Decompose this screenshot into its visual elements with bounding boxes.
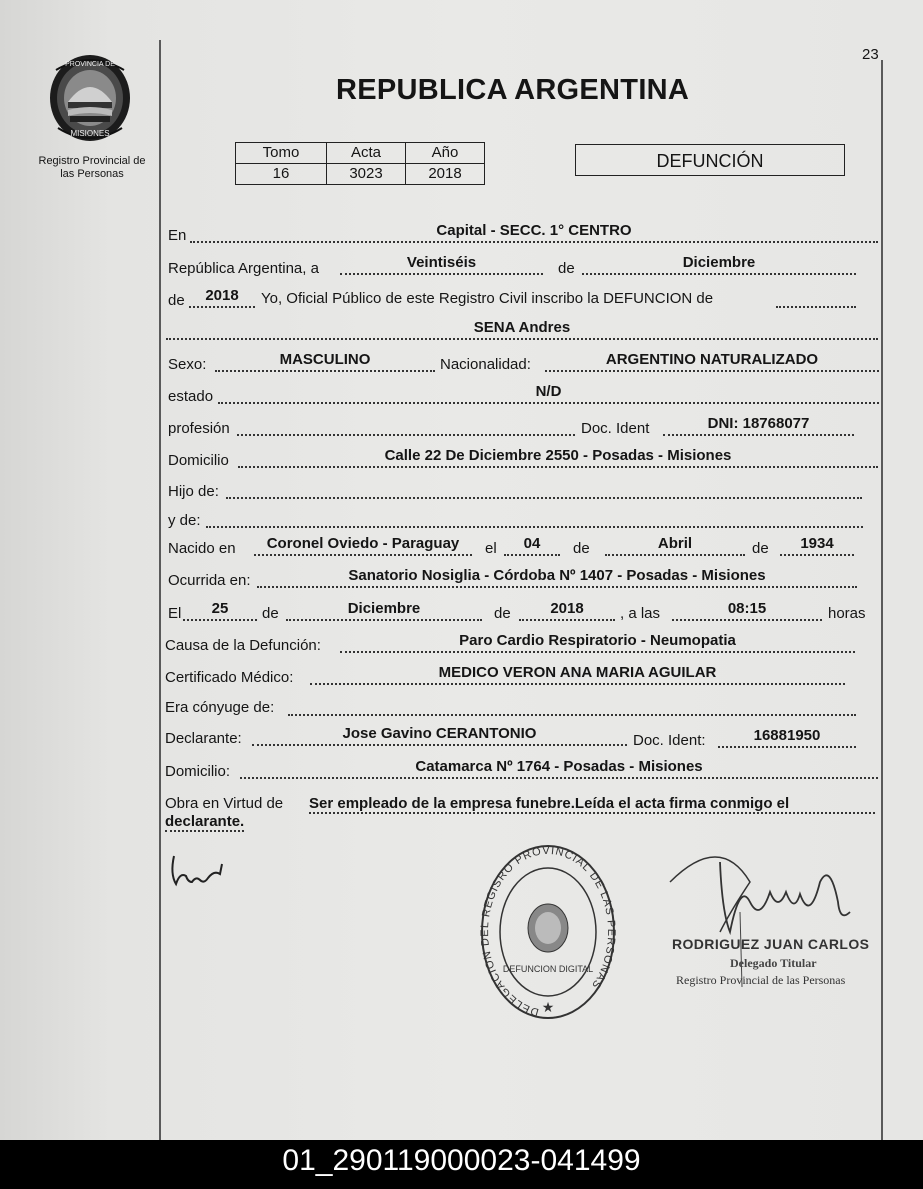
domicilio-field: Calle 22 De Diciembre 2550 - Posadas - Misiones xyxy=(238,447,878,468)
initials-mark xyxy=(168,852,238,892)
en-label: En xyxy=(168,227,187,244)
document-id: 01_290119000023-041499 xyxy=(282,1144,641,1177)
registry-label xyxy=(22,155,162,181)
document-title: REPUBLICA ARGENTINA xyxy=(336,74,690,106)
record-number-table xyxy=(235,142,485,185)
hijo-de-label: Hijo de: xyxy=(168,483,219,500)
sexo-field: MASCULINO xyxy=(215,351,435,372)
estado-label: estado xyxy=(168,388,214,405)
registry-label-line1: Registro Provincial de xyxy=(38,155,146,167)
profesion-field xyxy=(237,415,575,436)
declarante-doc-field: 16881950 xyxy=(718,727,856,748)
doc-ident-field: DNI: 18768077 xyxy=(663,415,854,436)
logo-text-bottom: MISIONES xyxy=(70,129,110,138)
registry-seal xyxy=(478,840,618,1022)
seal-inner-text: DEFUNCION DIGITAL xyxy=(502,964,594,974)
de-label-6: de xyxy=(494,605,511,622)
anio-value: 2018 xyxy=(406,164,485,185)
certificado-label: Certificado Médico: xyxy=(165,669,294,686)
anio-header: Año xyxy=(406,143,485,164)
nacionalidad-field: ARGENTINO NATURALIZADO xyxy=(545,351,879,372)
signer-title: Delegado Titular xyxy=(730,956,817,970)
ocurrida-en-field: Sanatorio Nosiglia - Córdoba Nº 1407 - Posadas - Misiones xyxy=(257,567,857,588)
conyuge-label: Era cónyuge de: xyxy=(165,699,275,716)
lugar-field: Capital - SECC. 1° CENTRO xyxy=(190,222,878,243)
misiones-coat-of-arms-logo xyxy=(46,52,136,144)
hijo-de-field xyxy=(226,478,862,499)
sexo-label: Sexo: xyxy=(168,356,207,373)
nacido-en-field: Coronel Oviedo - Paraguay xyxy=(254,535,472,556)
a-las-label: , a las xyxy=(620,605,661,622)
def-mes-field: Diciembre xyxy=(286,600,482,621)
tomo-header: Tomo xyxy=(236,143,327,164)
registry-label-line2: las Personas xyxy=(60,168,124,180)
de-label-3: de xyxy=(573,540,590,557)
declarante-label: Declarante: xyxy=(165,730,242,747)
record-type-box: DEFUNCIÓN xyxy=(575,144,845,176)
declarante-field: Jose Gavino CERANTONIO xyxy=(252,725,627,746)
seal-star-icon: ★ xyxy=(541,999,555,1015)
de-label-4: de xyxy=(752,540,769,557)
nacido-en-label: Nacido en xyxy=(168,540,236,557)
domicilio-label: Domicilio xyxy=(168,452,229,469)
republica-label: República Argentina, a xyxy=(168,260,319,277)
signer-name: RODRIGUEZ JUAN CARLOS xyxy=(672,936,870,952)
declarante-domicilio-field: Catamarca Nº 1764 - Posadas - Misiones xyxy=(240,758,878,779)
acta-value: 3023 xyxy=(327,164,406,185)
causa-label: Causa de la Defunción: xyxy=(165,637,321,654)
nac-anio-field: 1934 xyxy=(780,535,854,556)
horas-label: horas xyxy=(828,605,866,622)
tomo-value: 16 xyxy=(236,164,327,185)
conyuge-field xyxy=(288,695,856,716)
acta-header: Acta xyxy=(327,143,406,164)
page-number: 23 xyxy=(862,46,879,63)
nac-mes-field: Abril xyxy=(605,535,745,556)
anio-field: 2018 xyxy=(189,287,255,308)
de-label-2: de xyxy=(168,292,185,309)
left-margin-line xyxy=(159,40,161,1140)
obra-label: Obra en Virtud de xyxy=(165,795,284,812)
nac-dia-field: 04 xyxy=(504,535,560,556)
estado-field: N/D xyxy=(218,383,879,404)
dia-field: Veintiséis xyxy=(340,254,543,275)
el-label: el xyxy=(485,540,497,557)
el-label-2: El xyxy=(168,605,182,622)
doc-ident-label: Doc. Ident xyxy=(581,420,650,437)
obra-line1: Ser empleado de la empresa funebre.Leída el acta firma conmigo el xyxy=(309,795,875,814)
doc-ident2-label: Doc. Ident: xyxy=(633,732,706,749)
def-anio-field: 2018 xyxy=(519,600,615,621)
profesion-label: profesión xyxy=(168,420,230,437)
nombre-field: SENA Andres xyxy=(166,319,878,340)
certificado-field: MEDICO VERON ANA MARIA AGUILAR xyxy=(310,664,845,685)
defuncion-de-field xyxy=(776,287,856,308)
yo-oficial-label: Yo, Oficial Público de este Registro Civil inscribo la DEFUNCION de xyxy=(261,290,714,307)
y-de-label: y de: xyxy=(168,512,201,529)
logo-text-top: PROVINCIA DE xyxy=(65,61,115,68)
domicilio2-label: Domicilio: xyxy=(165,763,231,780)
de-label-5: de xyxy=(262,605,279,622)
def-hora-field: 08:15 xyxy=(672,600,822,621)
nacionalidad-label: Nacionalidad: xyxy=(440,356,531,373)
seal-ring-text: DELEGACION DEL REGISRO PROVINCIAL DE LAS PERSONAS xyxy=(479,844,618,1019)
def-dia-field: 25 xyxy=(183,600,257,621)
mes-field: Diciembre xyxy=(582,254,856,275)
signer-office: Registro Provincial de las Personas xyxy=(676,973,846,987)
obra-line2: declarante. xyxy=(165,813,245,830)
y-de-field xyxy=(206,507,863,528)
de-label-1: de xyxy=(558,260,575,277)
causa-field: Paro Cardio Respiratorio - Neumopatia xyxy=(340,632,855,653)
ocurrida-en-label: Ocurrida en: xyxy=(168,572,251,589)
